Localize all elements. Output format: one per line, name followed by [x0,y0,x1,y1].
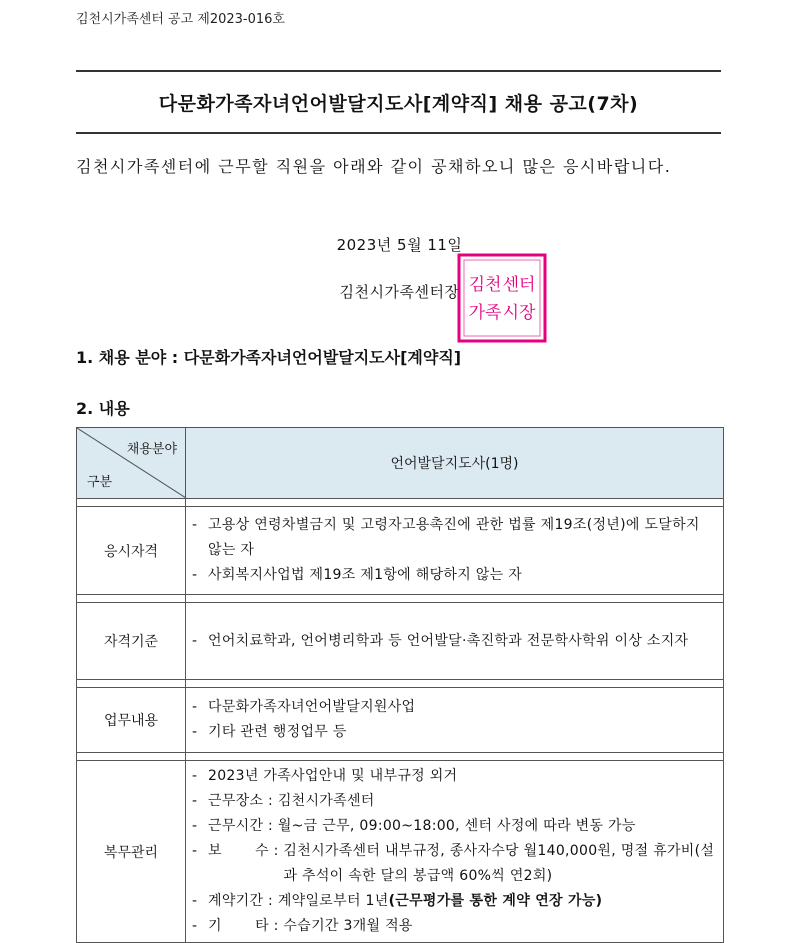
official-seal [456,252,548,344]
table-spacer [77,680,724,688]
announcement-date: 2023년 5월 11일 [336,236,463,254]
page-title: 다문화가족자녀언어발달지도사[계약직] 채용 공고(7차) [158,92,639,115]
seal-text: 센터 [502,275,536,295]
section-2-heading: 2. 내용 [76,399,130,418]
list-item: - 보 수 : 김천시가족센터 내부규정, 종사자수당 월140,000원, 명절 휴가비(설과 추석이 속한 달의 봉급액 60%씩 연2회) [192,843,715,884]
table-row [77,761,724,943]
list-item: - 근무장소 : 김천시가족센터 [192,793,375,809]
header-diagonal-cell [77,428,186,499]
seal-text: 시장 [502,303,536,323]
document-number: 김천시가족센터 공고 제2023-016호 [76,12,285,27]
list-item: - 고용상 연령차별금지 및 고령자고용촉진에 관한 법률 제19조(정년)에 도달하지 않는 자 [192,517,700,558]
list-item: - 기타 관련 행정업무 등 [192,724,347,740]
list-item: - 2023년 가족사업안내 및 내부규정 외거 [192,768,458,784]
seal-text: 가족 [468,303,502,323]
header-position-title: 언어발달지도사(1명) [186,428,724,499]
row-label: 업무내용 [77,688,186,753]
row-content [186,603,724,680]
table-spacer [77,753,724,761]
list-item: - 다문화가족자녀언어발달지원사업 [192,699,416,715]
list-item: - 언어치료학과, 언어병리학과 등 언어발달·촉진학과 전문학사학위 이상 소지자 [192,632,689,649]
table-row [77,688,724,753]
row-content [186,761,724,943]
list-item: - 기 타 : 수습기간 3개월 적용 [192,918,413,934]
row-label: 응시자격 [77,507,186,595]
row-label: 복무관리 [77,761,186,943]
table-row [77,507,724,595]
list-item: - 사회복지사업법 제19조 제1항에 해당하지 않는 자 [192,567,523,583]
list-item: - 근무시간 : 월~금 근무, 09:00~18:00, 센터 사정에 따라 변동 가능 [192,818,636,834]
table-row [77,603,724,680]
header-recruit-field-label: 채용분야 [126,442,177,457]
table-spacer [77,499,724,507]
table-header-row [77,428,724,499]
intro-paragraph: 김천시가족센터에 근무할 직원을 아래와 같이 공채하오니 많은 응시바랍니다. [76,157,672,176]
recruitment-table [76,427,724,943]
row-content [186,688,724,753]
header-category-label: 구분 [87,475,113,490]
section-1-heading: 1. 채용 분야 : 다문화가족자녀언어발달지도사[계약직] [76,348,462,367]
title-box [76,70,721,134]
row-content [186,507,724,595]
row-label: 자격기준 [77,603,186,680]
table-spacer [77,595,724,603]
seal-text: 김천 [468,275,502,295]
issuer-name: 김천시가족센터장 [339,283,460,301]
list-item: - 계약기간 : 계약일로부터 1년(근무평가를 통한 계약 연장 가능) [192,893,603,909]
